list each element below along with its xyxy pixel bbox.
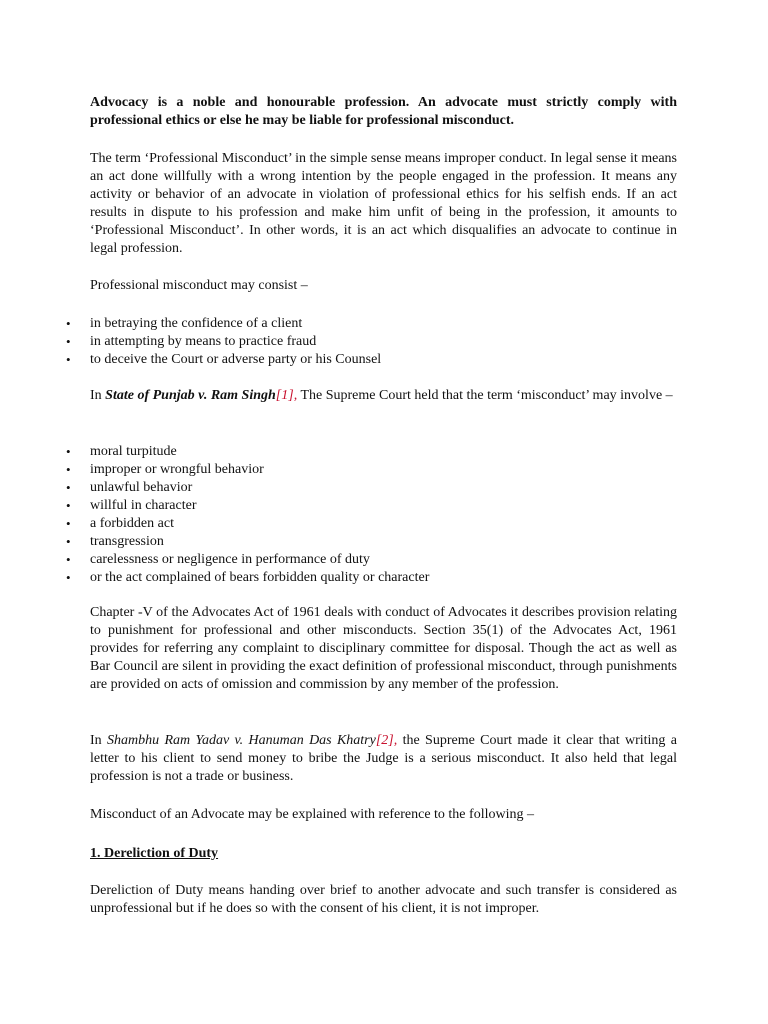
- misconduct-involve-list: [0, 443, 429, 587]
- bullet-icon: •: [66, 480, 71, 495]
- misconduct-consist-list: [0, 315, 381, 369]
- list-item: • carelessness or negligence in performance of duty: [66, 552, 370, 567]
- footnote-link[interactable]: [2],: [375, 733, 398, 748]
- section-heading: 1. Dereliction of Duty: [90, 846, 219, 861]
- bullet-icon: •: [66, 498, 71, 513]
- case-citation: Shambhu Ram Yadav v. Hanuman Das Khatry: [107, 733, 376, 748]
- list-item: • willful in character: [66, 498, 197, 513]
- list-item: • or the act complained of bears forbidden quality or character: [66, 570, 430, 585]
- bullet-icon: •: [66, 334, 71, 349]
- case-citation: State of Punjab v. Ram Singh: [105, 388, 276, 403]
- definition-paragraph: The term ‘Professional Misconduct’ in the simple sense means improper conduct. In legal sense it means an act done willfully with a wrong intention by the people engaged in the profession. It means any activity or behavior of an advocate in violation of professional ethics for his selfish ends. If an act results in dispute to his profession and make him unfit of being in the profession, it amounts to ‘Professional Misconduct’. In other words, it is an act which disqualifies an advocate to continue in legal profession.: [90, 151, 677, 256]
- bullet-icon: •: [66, 316, 71, 331]
- ram-singh-paragraph: In State of Punjab v. Ram Singh[1], The Supreme Court held that the term ‘misconduct’ may involve –: [90, 388, 673, 403]
- advocates-act-paragraph: Chapter -V of the Advocates Act of 1961 deals with conduct of Advocates it describes provision relating to punishment for professional and other misconducts. Section 35(1) of the Advocates Act, 1961 provides for referring any complaint to disciplinary committee for disposal. Though the act as well as Bar Council are silent in providing the exact definition of professional misconduct, through punishments are provided on acts of omission and commission by any member of the profession.: [90, 605, 677, 692]
- list-item: • in attempting by means to practice fraud: [66, 334, 317, 349]
- list-item: • unlawful behavior: [66, 480, 193, 495]
- bullet-icon: •: [66, 534, 71, 549]
- bullet-icon: •: [66, 552, 71, 567]
- explained-with-paragraph: Misconduct of an Advocate may be explained with reference to the following –: [90, 807, 534, 822]
- list-item: • to deceive the Court or adverse party or his Counsel: [66, 352, 382, 367]
- list-item: • moral turpitude: [66, 444, 177, 459]
- bullet-icon: •: [66, 570, 71, 585]
- footnote-link[interactable]: [1],: [275, 388, 298, 403]
- intro-paragraph: Advocacy is a noble and honourable profession. An advocate must strictly comply with professional ethics or else he may be liable for professional misconduct.: [90, 95, 677, 128]
- bullet-icon: •: [66, 352, 71, 367]
- misconduct-consist-paragraph: Professional misconduct may consist –: [90, 278, 308, 293]
- dereliction-paragraph: Dereliction of Duty means handing over brief to another advocate and such transfer is considered as unprofessional but if he does so with the consent of his client, it is not improper.: [90, 883, 677, 916]
- shambhu-ram-paragraph: In Shambhu Ram Yadav v. Hanuman Das Khatry[2], the Supreme Court made it clear that writing a letter to his client to send money to bribe the Judge is a serious misconduct. It also held that legal profession is not a trade or business.: [90, 733, 677, 784]
- list-item: • improper or wrongful behavior: [66, 462, 264, 477]
- bullet-icon: •: [66, 516, 71, 531]
- bullet-icon: •: [66, 462, 71, 477]
- list-item: • transgression: [66, 534, 164, 549]
- list-item: • a forbidden act: [66, 516, 174, 531]
- bullet-icon: •: [66, 444, 71, 459]
- list-item: • in betraying the confidence of a client: [66, 316, 303, 331]
